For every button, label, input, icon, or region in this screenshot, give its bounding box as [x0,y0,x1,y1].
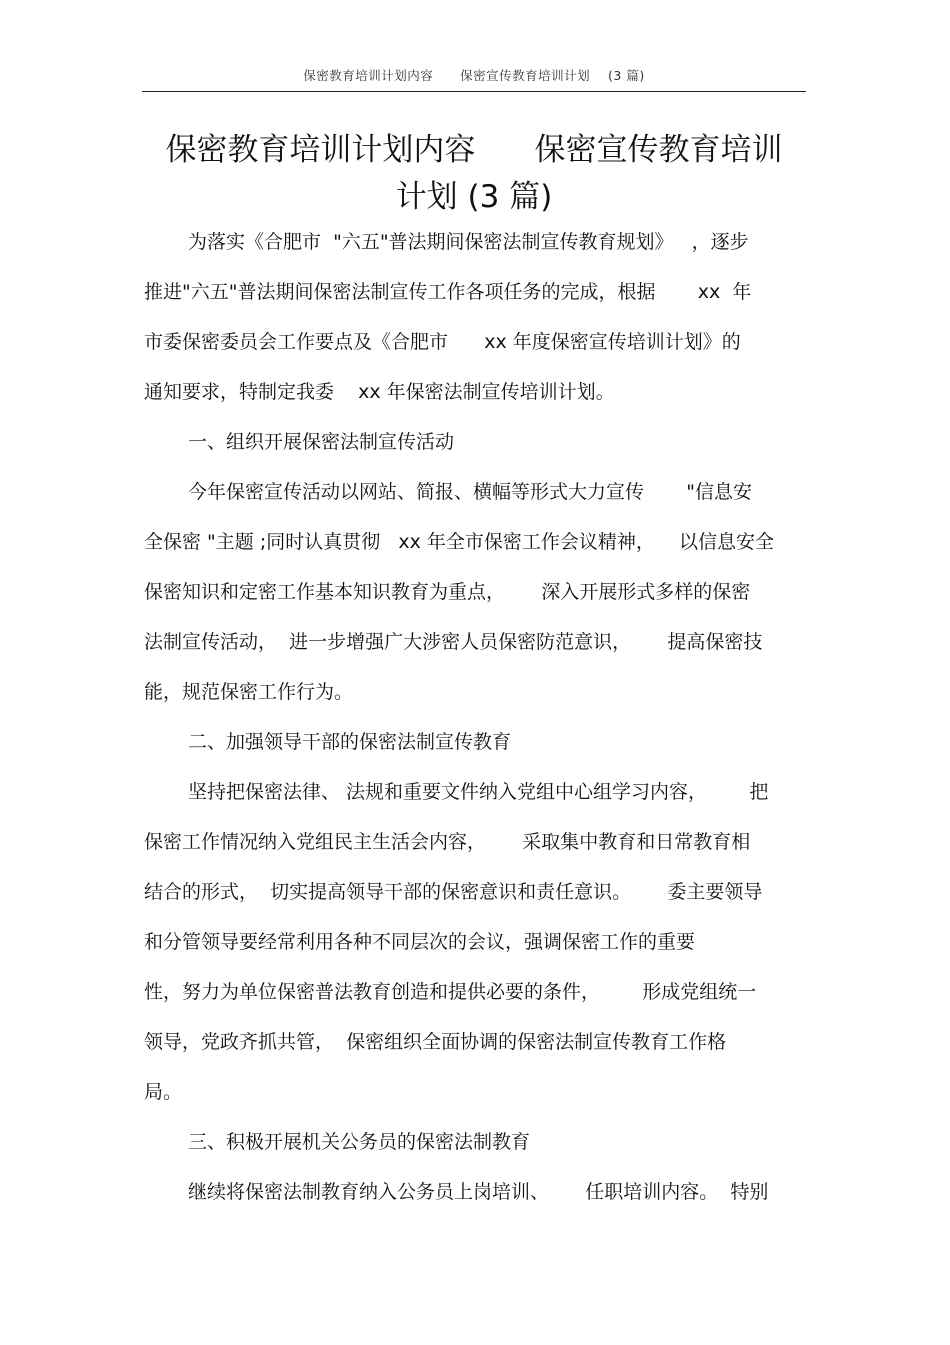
header-rule [142,91,806,92]
body-line: 市委保密委员会工作要点及《合肥市 xx 年度保密宣传培训计划》的 [144,331,741,353]
body-line: 结合的形式， 切实提高领导干部的保密意识和责任意识。 委主要领导 [144,881,763,903]
body-line: 局。 [144,1081,183,1103]
body-line: 坚持把保密法律、 法规和重要文件纳入党组中心组学习内容， 把 [188,781,769,803]
section-heading-3: 三、积极开展机关公务员的保密法制教育 [188,1131,531,1153]
body-line: 为落实《合肥市 "六五"普法期间保密法制宣传教育规划》 ，逐步 [188,231,749,253]
body-line: 推进"六五"普法期间保密法制宣传工作各项任务的完成，根据 xx 年 [144,281,752,303]
body-line: 性，努力为单位保密普法教育创造和提供必要的条件， 形成党组统一 [144,981,757,1003]
body-line: 法制宣传活动， 进一步增强广大涉密人员保密防范意识， 提高保密技 [144,631,763,653]
body-line: 继续将保密法制教育纳入公务员上岗培训、 任职培训内容。 特别 [188,1181,769,1203]
body-line: 领导，党政齐抓共管， 保密组织全面协调的保密法制宣传教育工作格 [144,1031,727,1053]
body-line: 今年保密宣传活动以网站、简报、横幅等形式大力宣传 "信息安 [188,481,753,503]
body-line: 通知要求，特制定我委 xx 年保密法制宣传培训计划。 [144,381,615,403]
body-line: 和分管领导要经常利用各种不同层次的会议，强调保密工作的重要 [144,931,696,953]
body-line: 能，规范保密工作行为。 [144,681,354,703]
body-line: 全保密 "主题 ;同时认真贯彻 xx 年全市保密工作会议精神， 以信息安全 [144,531,775,553]
running-header: 保密教育培训计划内容 保密宣传教育培训计划 (3 篇) [303,68,645,83]
section-heading-1: 一、组织开展保密法制宣传活动 [188,431,455,453]
document-title-line-1: 保密教育培训计划内容 保密宣传教育培训 [165,132,783,168]
body-line: 保密知识和定密工作基本知识教育为重点， 深入开展形式多样的保密 [144,581,751,603]
body-line: 保密工作情况纳入党组民主生活会内容， 采取集中教育和日常教育相 [144,831,751,853]
document-title-line-2: 计划 (3 篇) [395,179,553,215]
section-heading-2: 二、加强领导干部的保密法制宣传教育 [188,731,512,753]
